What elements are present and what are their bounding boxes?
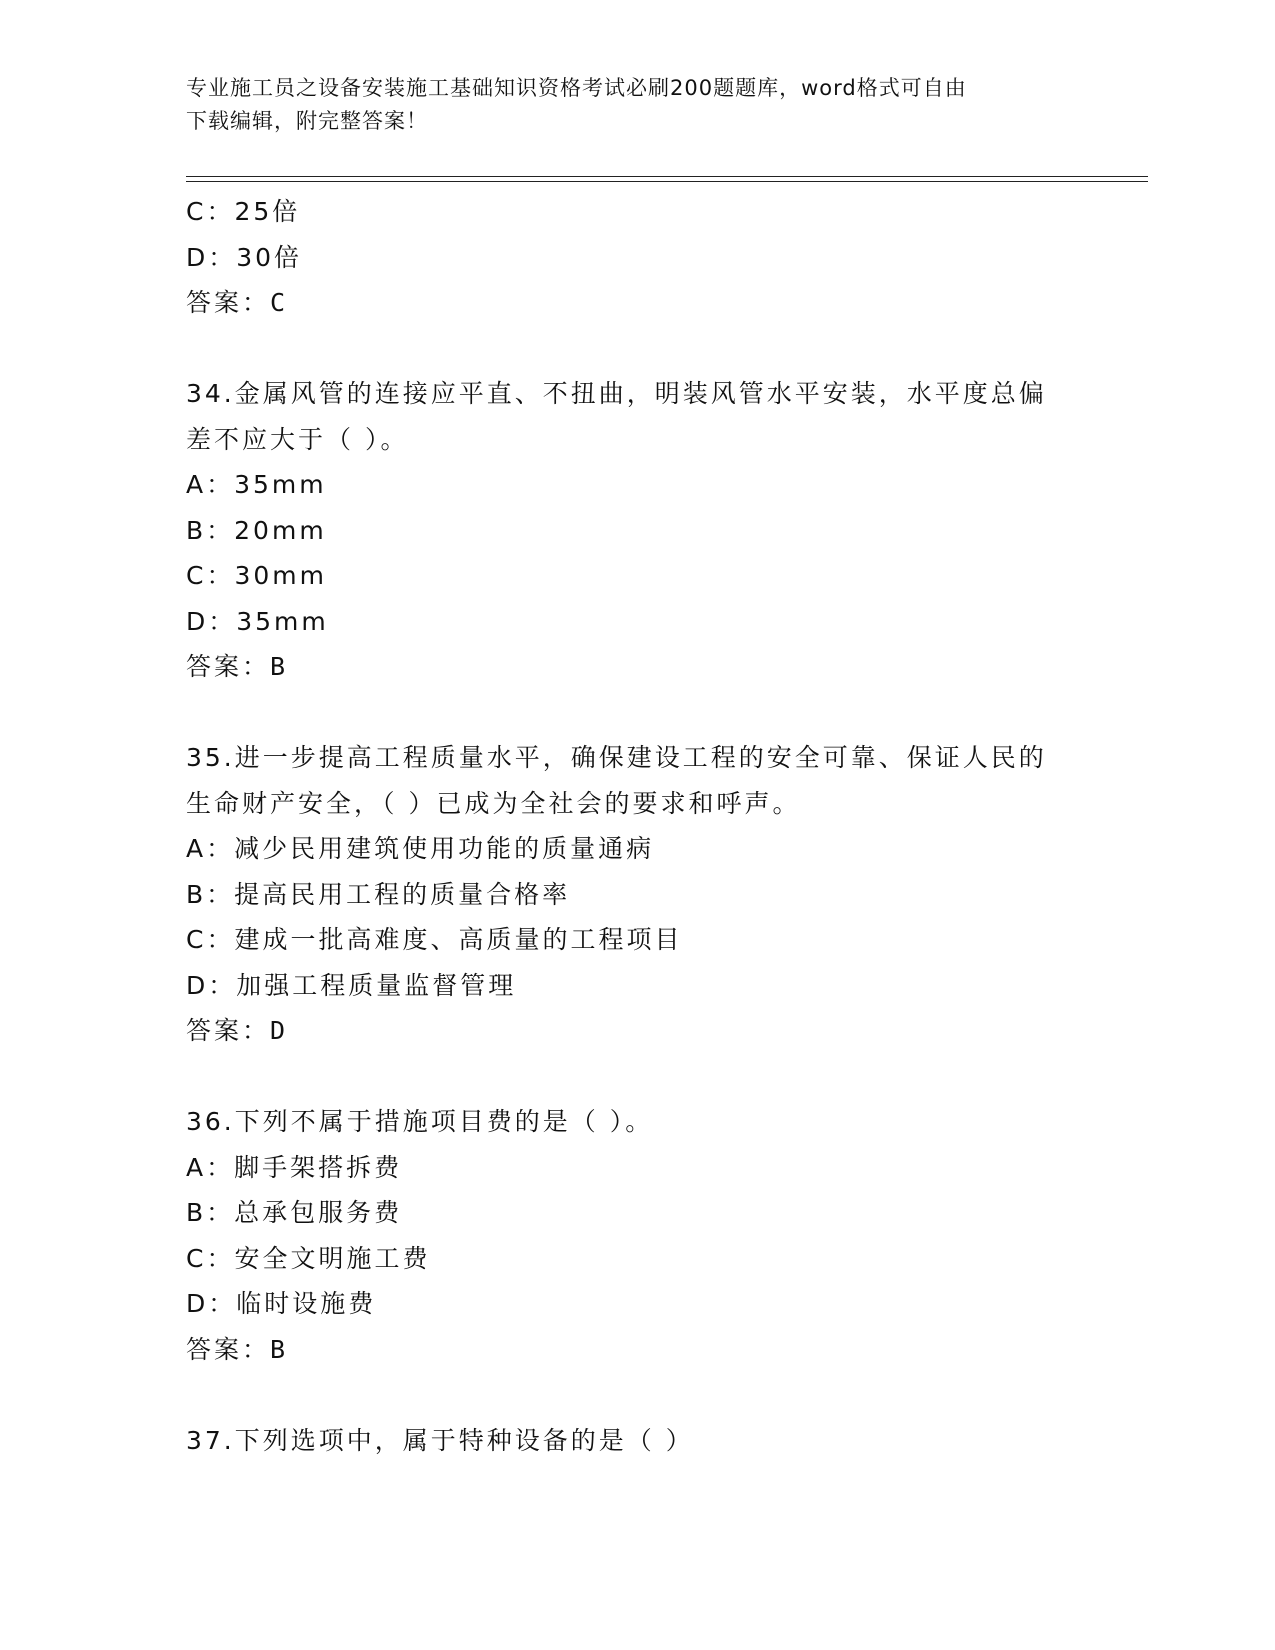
option-b: B：总承包服务费 [186, 1198, 403, 1227]
header-divider-top [186, 176, 1148, 177]
answer-line: 答案：C [186, 288, 289, 317]
option-c: C：建成一批高难度、高质量的工程项目 [186, 925, 683, 954]
question-37 [186, 1418, 1086, 1464]
spacer [186, 1054, 1086, 1100]
document-header [186, 72, 1086, 138]
question-stem: 35.进一步提高工程质量水平，确保建设工程的安全可靠、保证人民的 [186, 743, 1047, 772]
option-d: D：30倍 [186, 242, 303, 272]
option-c: C：30mm [186, 561, 327, 590]
answer-line: 答案：D [186, 1016, 289, 1045]
question-34 [186, 371, 1086, 690]
question-stem: 36.下列不属于措施项目费的是（ ）。 [186, 1107, 654, 1136]
question-stem: 37.下列选项中，属于特种设备的是（ ） [186, 1425, 694, 1455]
option-a: A：35mm [186, 470, 327, 499]
option-a: A：减少民用建筑使用功能的质量通病 [186, 834, 655, 863]
option-d: D：加强工程质量监督管理 [186, 970, 517, 1000]
option-d: D：临时设施费 [186, 1289, 377, 1318]
option-b: B：20mm [186, 515, 327, 545]
header-title-line-1: 专业施工员之设备安装施工基础知识资格考试必刷200题题库，word格式可自由 [186, 76, 967, 100]
question-content [186, 189, 1086, 1463]
option-c: C：25倍 [186, 197, 301, 226]
answer-line: 答案：B [186, 1334, 289, 1364]
question-stem: 生命财产安全，（ ）已成为全社会的要求和呼声。 [186, 788, 801, 818]
question-36 [186, 1099, 1086, 1372]
question-35 [186, 735, 1086, 1054]
spacer [186, 1372, 1086, 1418]
option-b: B：提高民用工程的质量合格率 [186, 879, 571, 909]
question-stem: 34.金属风管的连接应平直、不扭曲，明装风管水平安装，水平度总偏 [186, 379, 1047, 408]
answer-line: 答案：B [186, 652, 289, 681]
header-title-line-2: 下载编辑，附完整答案！ [186, 109, 428, 133]
question-stem: 差不应大于（ ）。 [186, 424, 409, 454]
option-c: C：安全文明施工费 [186, 1243, 431, 1273]
prev-question [186, 189, 1086, 326]
spacer [186, 690, 1086, 736]
option-d: D：35mm [186, 606, 329, 636]
header-divider-bottom [186, 181, 1148, 182]
option-a: A：脚手架搭拆费 [186, 1152, 403, 1182]
spacer [186, 326, 1086, 372]
